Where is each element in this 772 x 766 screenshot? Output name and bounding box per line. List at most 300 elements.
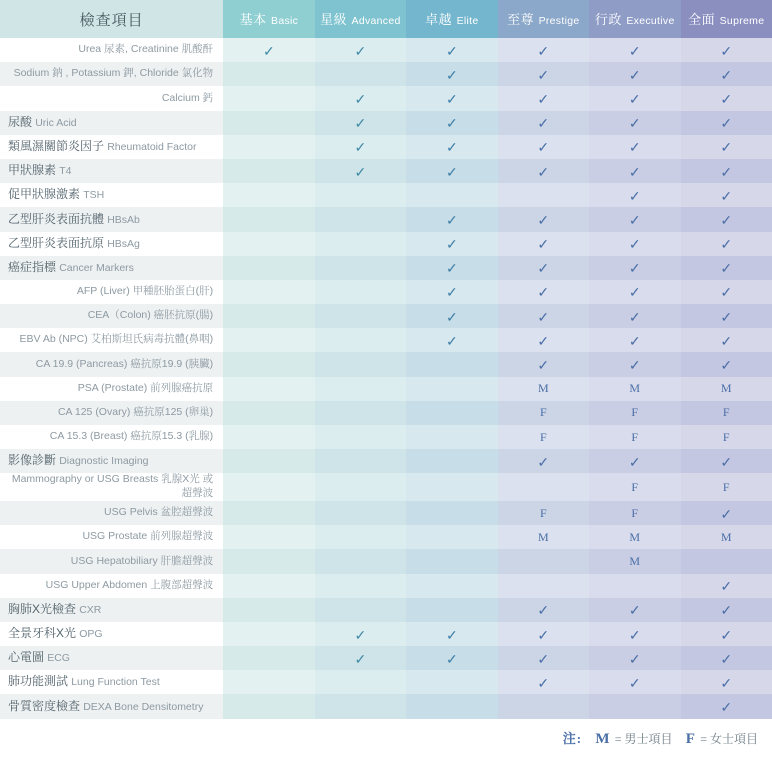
table-row bbox=[0, 646, 772, 670]
row-label-cn: 全景牙科X光 bbox=[8, 626, 77, 641]
row-label-en: PSA (Prostate) 前列腺癌抗原 bbox=[77, 381, 214, 394]
row-label-en: CA 15.3 (Breast) 癌抗原15.3 (乳腺) bbox=[49, 430, 214, 443]
cell-plan-6 bbox=[681, 646, 772, 670]
row-label-en: Calcium 鈣 bbox=[161, 91, 214, 104]
cell-plan-5 bbox=[589, 38, 680, 62]
cell-plan-6 bbox=[681, 525, 772, 549]
cell-plan-6 bbox=[681, 280, 772, 304]
row-label-en: USG Pelvis 盆腔超聲波 bbox=[104, 506, 214, 519]
cell-plan-3 bbox=[406, 86, 497, 110]
cell-plan-4 bbox=[498, 401, 589, 425]
cell-plan-6 bbox=[681, 598, 772, 622]
cell-plan-3 bbox=[406, 549, 497, 573]
row-label-en: Rheumatoid Factor bbox=[107, 140, 197, 153]
row-label bbox=[0, 525, 223, 549]
row-label-en: USG Hepatobiliary 肝膽超聲波 bbox=[70, 554, 214, 567]
check-icon: ✓ bbox=[720, 211, 733, 228]
cell-plan-6 bbox=[681, 352, 772, 376]
cell-plan-4 bbox=[498, 135, 589, 159]
gender-mark: M bbox=[720, 529, 732, 544]
cell-plan-1 bbox=[223, 525, 314, 549]
table-row bbox=[0, 256, 772, 280]
cell-plan-3 bbox=[406, 598, 497, 622]
cell-plan-3 bbox=[406, 207, 497, 231]
cell-plan-1 bbox=[223, 549, 314, 573]
cell-plan-6 bbox=[681, 328, 772, 352]
cell-plan-4 bbox=[498, 352, 589, 376]
cell-plan-5 bbox=[589, 304, 680, 328]
check-icon: ✓ bbox=[445, 284, 458, 301]
gender-mark: M bbox=[537, 381, 549, 396]
cell-plan-2 bbox=[315, 549, 406, 573]
cell-plan-5 bbox=[589, 232, 680, 256]
table-body bbox=[0, 38, 772, 719]
cell-plan-2 bbox=[315, 62, 406, 86]
cell-plan-4 bbox=[498, 207, 589, 231]
check-icon: ✓ bbox=[537, 453, 550, 470]
row-label bbox=[0, 232, 223, 256]
row-label-cn: 肺功能測試 bbox=[8, 674, 69, 689]
cell-plan-2 bbox=[315, 401, 406, 425]
cell-plan-6 bbox=[681, 425, 772, 449]
check-icon: ✓ bbox=[354, 650, 367, 667]
row-label-en: ECG bbox=[47, 652, 70, 665]
cell-plan-1 bbox=[223, 670, 314, 694]
cell-plan-5 bbox=[589, 377, 680, 401]
cell-plan-2 bbox=[315, 449, 406, 473]
check-icon: ✓ bbox=[628, 163, 641, 180]
cell-plan-6 bbox=[681, 38, 772, 62]
row-label bbox=[0, 622, 223, 646]
table-row bbox=[0, 328, 772, 352]
table-row bbox=[0, 111, 772, 135]
table-row bbox=[0, 449, 772, 473]
row-label-cn: 促甲狀腺激素 bbox=[8, 187, 81, 202]
row-label bbox=[0, 135, 223, 159]
cell-plan-5 bbox=[589, 549, 680, 573]
table-row bbox=[0, 352, 772, 376]
row-label-en: Cancer Markers bbox=[59, 261, 134, 274]
check-icon: ✓ bbox=[720, 602, 733, 619]
check-icon: ✓ bbox=[537, 284, 550, 301]
check-icon: ✓ bbox=[537, 626, 550, 643]
row-label-en: T4 bbox=[59, 165, 72, 178]
cell-plan-5 bbox=[589, 646, 680, 670]
table-row bbox=[0, 598, 772, 622]
check-icon: ✓ bbox=[628, 260, 641, 277]
check-icon: ✓ bbox=[628, 187, 641, 204]
cell-plan-3 bbox=[406, 62, 497, 86]
row-label-en: HBsAg bbox=[107, 237, 140, 250]
row-label bbox=[0, 473, 223, 501]
row-label bbox=[0, 86, 223, 110]
cell-plan-5 bbox=[589, 159, 680, 183]
gender-mark: F bbox=[631, 405, 639, 420]
cell-plan-2 bbox=[315, 38, 406, 62]
table-row bbox=[0, 501, 772, 525]
gender-mark: M bbox=[537, 529, 549, 544]
cell-plan-5 bbox=[589, 525, 680, 549]
cell-plan-1 bbox=[223, 622, 314, 646]
cell-plan-5 bbox=[589, 352, 680, 376]
cell-plan-5 bbox=[589, 280, 680, 304]
row-label bbox=[0, 183, 223, 207]
table-row bbox=[0, 280, 772, 304]
check-icon: ✓ bbox=[537, 602, 550, 619]
row-label bbox=[0, 549, 223, 573]
row-label bbox=[0, 111, 223, 135]
table-row bbox=[0, 622, 772, 646]
table-row bbox=[0, 473, 772, 501]
cell-plan-6 bbox=[681, 159, 772, 183]
plan-name-cn: 星級 bbox=[320, 12, 348, 27]
cell-plan-2 bbox=[315, 135, 406, 159]
cell-plan-1 bbox=[223, 646, 314, 670]
check-icon: ✓ bbox=[537, 115, 550, 132]
gender-mark: F bbox=[722, 429, 730, 444]
row-label-en: Diagnostic Imaging bbox=[59, 455, 149, 468]
check-icon: ✓ bbox=[445, 236, 458, 253]
check-icon: ✓ bbox=[720, 284, 733, 301]
cell-plan-4 bbox=[498, 159, 589, 183]
cell-plan-3 bbox=[406, 449, 497, 473]
cell-plan-4 bbox=[498, 501, 589, 525]
cell-plan-4 bbox=[498, 256, 589, 280]
check-icon: ✓ bbox=[537, 42, 550, 59]
cell-plan-1 bbox=[223, 135, 314, 159]
cell-plan-1 bbox=[223, 501, 314, 525]
row-label-cn: 乙型肝炎表面抗原 bbox=[8, 235, 105, 250]
plan-name-en: Executive bbox=[626, 15, 675, 27]
check-icon: ✓ bbox=[720, 699, 733, 716]
cell-plan-3 bbox=[406, 328, 497, 352]
cell-plan-1 bbox=[223, 473, 314, 501]
cell-plan-5 bbox=[589, 86, 680, 110]
cell-plan-3 bbox=[406, 622, 497, 646]
row-label-cn: 心電圖 bbox=[8, 650, 45, 665]
cell-plan-1 bbox=[223, 377, 314, 401]
column-header-plan-elite bbox=[406, 0, 497, 38]
row-label-en: AFP (Liver) 甲種胚胎蛋白(肝) bbox=[76, 285, 214, 298]
row-label-cn: 骨質密度檢查 bbox=[8, 698, 81, 713]
cell-plan-3 bbox=[406, 159, 497, 183]
cell-plan-3 bbox=[406, 183, 497, 207]
cell-plan-3 bbox=[406, 111, 497, 135]
column-header-plan-basic bbox=[223, 0, 314, 38]
check-icon: ✓ bbox=[720, 66, 733, 83]
cell-plan-3 bbox=[406, 280, 497, 304]
cell-plan-4 bbox=[498, 86, 589, 110]
check-icon: ✓ bbox=[628, 674, 641, 691]
column-header-plan-prestige bbox=[498, 0, 589, 38]
row-label-cn: 胸肺X光檢查 bbox=[8, 601, 77, 616]
cell-plan-4 bbox=[498, 232, 589, 256]
cell-plan-2 bbox=[315, 473, 406, 501]
cell-plan-3 bbox=[406, 256, 497, 280]
row-label-en: CA 19.9 (Pancreas) 癌抗原19.9 (胰臟) bbox=[35, 357, 214, 370]
gender-mark: F bbox=[631, 479, 639, 494]
cell-plan-1 bbox=[223, 207, 314, 231]
cell-plan-6 bbox=[681, 304, 772, 328]
cell-plan-1 bbox=[223, 401, 314, 425]
cell-plan-6 bbox=[681, 574, 772, 598]
gender-mark: F bbox=[722, 405, 730, 420]
cell-plan-1 bbox=[223, 62, 314, 86]
row-label-en: TSH bbox=[83, 189, 105, 202]
cell-plan-2 bbox=[315, 304, 406, 328]
cell-plan-4 bbox=[498, 304, 589, 328]
cell-plan-6 bbox=[681, 183, 772, 207]
row-label-cn: 影像診斷 bbox=[8, 453, 57, 468]
column-header-items: 檢查項目 bbox=[0, 0, 223, 38]
cell-plan-1 bbox=[223, 111, 314, 135]
cell-plan-6 bbox=[681, 473, 772, 501]
table-row bbox=[0, 525, 772, 549]
check-icon: ✓ bbox=[628, 357, 641, 374]
legend-female-text: = 女士項目 bbox=[700, 732, 758, 746]
check-icon: ✓ bbox=[537, 650, 550, 667]
cell-plan-5 bbox=[589, 111, 680, 135]
legend-female-symbol: F bbox=[685, 731, 695, 747]
row-label bbox=[0, 449, 223, 473]
row-label bbox=[0, 352, 223, 376]
plan-name-cn: 卓越 bbox=[425, 12, 453, 27]
cell-plan-5 bbox=[589, 256, 680, 280]
cell-plan-1 bbox=[223, 328, 314, 352]
row-label bbox=[0, 694, 223, 718]
check-icon: ✓ bbox=[720, 260, 733, 277]
table-row bbox=[0, 135, 772, 159]
cell-plan-6 bbox=[681, 449, 772, 473]
check-icon: ✓ bbox=[720, 674, 733, 691]
cell-plan-4 bbox=[498, 598, 589, 622]
cell-plan-1 bbox=[223, 449, 314, 473]
plan-name-en: Supreme bbox=[719, 15, 765, 27]
row-label-cn: 尿酸 bbox=[8, 114, 33, 129]
cell-plan-1 bbox=[223, 86, 314, 110]
check-icon: ✓ bbox=[445, 332, 458, 349]
row-label bbox=[0, 646, 223, 670]
check-icon: ✓ bbox=[537, 236, 550, 253]
cell-plan-3 bbox=[406, 525, 497, 549]
cell-plan-3 bbox=[406, 646, 497, 670]
cell-plan-2 bbox=[315, 183, 406, 207]
cell-plan-2 bbox=[315, 646, 406, 670]
cell-plan-5 bbox=[589, 574, 680, 598]
check-icon: ✓ bbox=[628, 115, 641, 132]
cell-plan-4 bbox=[498, 449, 589, 473]
row-label-cn: 癌症指標 bbox=[8, 259, 57, 274]
cell-plan-6 bbox=[681, 377, 772, 401]
cell-plan-4 bbox=[498, 574, 589, 598]
check-icon: ✓ bbox=[628, 42, 641, 59]
plan-name-cn: 行政 bbox=[594, 12, 622, 27]
check-icon: ✓ bbox=[720, 626, 733, 643]
check-icon: ✓ bbox=[720, 115, 733, 132]
gender-mark: F bbox=[539, 405, 547, 420]
check-icon: ✓ bbox=[720, 308, 733, 325]
table-row bbox=[0, 401, 772, 425]
cell-plan-6 bbox=[681, 622, 772, 646]
plan-name-cn: 全面 bbox=[688, 12, 716, 27]
check-icon: ✓ bbox=[720, 650, 733, 667]
check-icon: ✓ bbox=[628, 90, 641, 107]
table-row bbox=[0, 159, 772, 183]
cell-plan-2 bbox=[315, 525, 406, 549]
table-row bbox=[0, 694, 772, 718]
row-label bbox=[0, 38, 223, 62]
row-label-en: OPG bbox=[79, 628, 103, 641]
header-row bbox=[0, 0, 772, 38]
cell-plan-1 bbox=[223, 574, 314, 598]
cell-plan-3 bbox=[406, 574, 497, 598]
cell-plan-4 bbox=[498, 62, 589, 86]
check-icon: ✓ bbox=[537, 211, 550, 228]
cell-plan-6 bbox=[681, 86, 772, 110]
check-icon: ✓ bbox=[720, 42, 733, 59]
cell-plan-2 bbox=[315, 425, 406, 449]
cell-plan-2 bbox=[315, 622, 406, 646]
table-row bbox=[0, 304, 772, 328]
check-icon: ✓ bbox=[445, 260, 458, 277]
cell-plan-5 bbox=[589, 328, 680, 352]
cell-plan-4 bbox=[498, 646, 589, 670]
cell-plan-4 bbox=[498, 425, 589, 449]
check-icon: ✓ bbox=[720, 90, 733, 107]
check-icon: ✓ bbox=[263, 42, 275, 59]
check-icon: ✓ bbox=[628, 66, 641, 83]
gender-mark: F bbox=[631, 505, 639, 520]
cell-plan-1 bbox=[223, 232, 314, 256]
legend-label: 注: bbox=[562, 731, 583, 746]
check-icon: ✓ bbox=[628, 139, 641, 156]
row-label bbox=[0, 328, 223, 352]
row-label-en: Lung Function Test bbox=[71, 676, 160, 689]
row-label bbox=[0, 159, 223, 183]
check-icon: ✓ bbox=[445, 650, 458, 667]
cell-plan-3 bbox=[406, 352, 497, 376]
row-label bbox=[0, 280, 223, 304]
cell-plan-6 bbox=[681, 256, 772, 280]
cell-plan-4 bbox=[498, 38, 589, 62]
row-label bbox=[0, 207, 223, 231]
cell-plan-4 bbox=[498, 473, 589, 501]
cell-plan-5 bbox=[589, 694, 680, 718]
table-row bbox=[0, 38, 772, 62]
table-row bbox=[0, 183, 772, 207]
column-header-plan-advanced bbox=[315, 0, 406, 38]
row-label bbox=[0, 501, 223, 525]
check-icon: ✓ bbox=[537, 139, 550, 156]
table-row bbox=[0, 62, 772, 86]
check-icon: ✓ bbox=[354, 90, 367, 107]
legend-note bbox=[563, 728, 758, 748]
row-label-en: HBsAb bbox=[107, 213, 140, 226]
cell-plan-3 bbox=[406, 694, 497, 718]
cell-plan-4 bbox=[498, 549, 589, 573]
cell-plan-2 bbox=[315, 159, 406, 183]
column-header-plan-executive bbox=[589, 0, 680, 38]
table-row bbox=[0, 232, 772, 256]
cell-plan-5 bbox=[589, 598, 680, 622]
cell-plan-5 bbox=[589, 501, 680, 525]
cell-plan-6 bbox=[681, 135, 772, 159]
plan-name-en: Advanced bbox=[351, 15, 401, 27]
row-label-cn: 甲狀腺素 bbox=[8, 163, 57, 178]
cell-plan-2 bbox=[315, 280, 406, 304]
cell-plan-2 bbox=[315, 377, 406, 401]
gender-mark: F bbox=[539, 429, 547, 444]
check-icon: ✓ bbox=[628, 308, 641, 325]
cell-plan-2 bbox=[315, 328, 406, 352]
gender-mark: M bbox=[629, 381, 641, 396]
check-icon: ✓ bbox=[720, 357, 733, 374]
cell-plan-5 bbox=[589, 473, 680, 501]
gender-mark: M bbox=[629, 529, 641, 544]
row-label bbox=[0, 256, 223, 280]
cell-plan-4 bbox=[498, 622, 589, 646]
check-icon: ✓ bbox=[354, 626, 367, 643]
cell-plan-2 bbox=[315, 694, 406, 718]
check-icon: ✓ bbox=[537, 357, 550, 374]
check-icon: ✓ bbox=[720, 332, 733, 349]
check-icon: ✓ bbox=[354, 115, 367, 132]
check-icon: ✓ bbox=[537, 90, 550, 107]
column-header-plan-supreme bbox=[681, 0, 772, 38]
check-icon: ✓ bbox=[445, 66, 458, 83]
cell-plan-3 bbox=[406, 135, 497, 159]
cell-plan-5 bbox=[589, 670, 680, 694]
row-label-en: EBV Ab (NPC) 艾柏斯坦氏病毒抗體(鼻咽) bbox=[19, 333, 214, 346]
cell-plan-2 bbox=[315, 207, 406, 231]
row-label bbox=[0, 304, 223, 328]
check-icon: ✓ bbox=[628, 650, 641, 667]
plan-name-en: Basic bbox=[271, 15, 299, 27]
row-label bbox=[0, 401, 223, 425]
row-label-en: CXR bbox=[79, 603, 102, 616]
row-label-cn: 乙型肝炎表面抗體 bbox=[8, 211, 105, 226]
row-label-en: DEXA Bone Densitometry bbox=[83, 700, 204, 713]
row-label-en: Sodium 鈉 , Potassium 鉀, Chloride 氯化物 bbox=[13, 67, 214, 80]
check-icon: ✓ bbox=[354, 42, 367, 59]
table-row bbox=[0, 574, 772, 598]
cell-plan-3 bbox=[406, 473, 497, 501]
cell-plan-2 bbox=[315, 256, 406, 280]
table-row bbox=[0, 670, 772, 694]
cell-plan-1 bbox=[223, 598, 314, 622]
cell-plan-3 bbox=[406, 425, 497, 449]
cell-plan-3 bbox=[406, 38, 497, 62]
table-row bbox=[0, 207, 772, 231]
check-icon: ✓ bbox=[720, 236, 733, 253]
check-icon: ✓ bbox=[628, 284, 641, 301]
check-icon: ✓ bbox=[445, 42, 458, 59]
gender-mark: F bbox=[631, 429, 639, 444]
check-icon: ✓ bbox=[354, 163, 367, 180]
check-icon: ✓ bbox=[628, 211, 641, 228]
cell-plan-6 bbox=[681, 501, 772, 525]
plan-name-en: Elite bbox=[456, 15, 479, 27]
cell-plan-4 bbox=[498, 280, 589, 304]
cell-plan-6 bbox=[681, 207, 772, 231]
cell-plan-5 bbox=[589, 449, 680, 473]
check-icon: ✓ bbox=[445, 115, 458, 132]
cell-plan-4 bbox=[498, 111, 589, 135]
row-label-en: CEA（Colon) 癌胚抗原(腸) bbox=[87, 309, 214, 322]
row-label bbox=[0, 574, 223, 598]
plan-name-cn: 至尊 bbox=[507, 12, 535, 27]
cell-plan-2 bbox=[315, 111, 406, 135]
